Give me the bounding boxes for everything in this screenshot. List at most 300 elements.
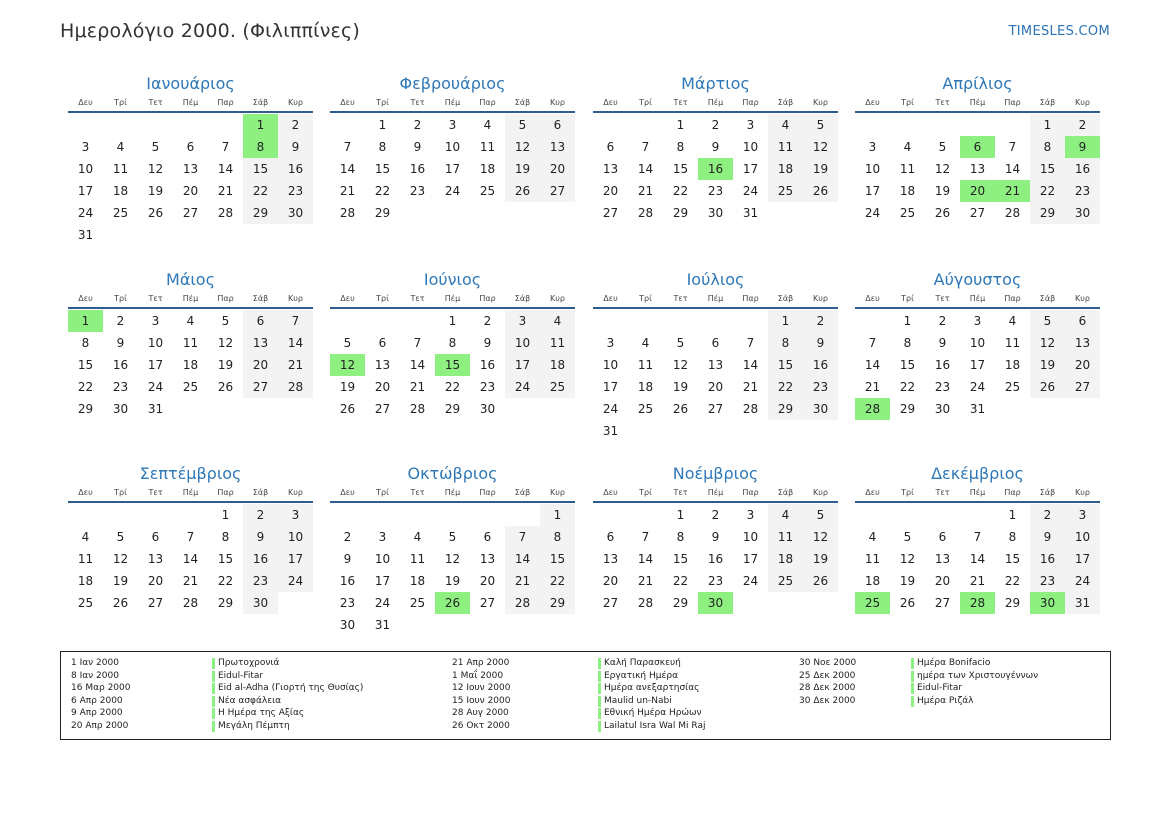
day-cell: 15	[1004, 552, 1021, 566]
weekday-label: Σάβ	[514, 488, 531, 497]
day-cell: 27	[540, 180, 575, 202]
empty-cell	[593, 504, 628, 526]
day-cell: 25	[1004, 380, 1021, 394]
day-cell: 12	[444, 552, 461, 566]
day-cell: 18	[864, 574, 881, 588]
day-cell: 27	[243, 376, 278, 398]
empty-cell	[663, 310, 698, 332]
day-cell: 26	[803, 570, 838, 592]
legend-dates-col-3	[799, 657, 856, 707]
day-cell: 26	[899, 596, 916, 610]
day-cell: 12	[217, 336, 234, 350]
legend-date: 28 Αυγ 2000	[452, 708, 509, 719]
day-cell: 12	[899, 552, 916, 566]
day-cell: 21	[637, 184, 654, 198]
legend-date: 28 Δεκ 2000	[799, 683, 856, 694]
day-cell: 30	[707, 206, 724, 220]
day-cell: 2	[711, 508, 720, 522]
day-cell: 16	[112, 358, 129, 372]
day-cell: 9	[938, 336, 947, 350]
day-cell: 18	[479, 162, 496, 176]
holiday-day-cell: 9	[1065, 136, 1100, 158]
day-cell: 4	[116, 140, 125, 154]
day-cell: 4	[81, 530, 90, 544]
day-cell: 3	[746, 508, 755, 522]
day-cell: 27	[374, 402, 391, 416]
day-cell: 31	[742, 206, 759, 220]
day-cell: 14	[637, 162, 654, 176]
weekday-header	[855, 96, 1100, 113]
day-cell: 29	[672, 206, 689, 220]
day-cell: 27	[602, 596, 619, 610]
day-cell: 18	[1004, 358, 1021, 372]
day-cell: 13	[934, 552, 951, 566]
holiday-legend	[60, 651, 1111, 740]
weekday-label: Κυρ	[288, 98, 303, 107]
day-cell: 14	[864, 358, 881, 372]
weekday-label: Τρί	[901, 98, 914, 107]
day-cell: 16	[707, 552, 724, 566]
day-cell: 14	[505, 548, 540, 570]
day-cell: 6	[243, 310, 278, 332]
day-cell: 22	[1004, 574, 1021, 588]
day-cell: 8	[448, 336, 457, 350]
day-cell: 22	[374, 184, 391, 198]
day-cell: 7	[641, 140, 650, 154]
day-cell: 4	[483, 118, 492, 132]
day-cell: 7	[973, 530, 982, 544]
empty-cell	[960, 504, 995, 526]
day-cell: 6	[606, 530, 615, 544]
weekday-label: Τρί	[639, 98, 652, 107]
day-cell: 5	[803, 504, 838, 526]
day-cell: 18	[768, 548, 803, 570]
day-cell: 21	[864, 380, 881, 394]
day-cell: 11	[112, 162, 129, 176]
day-cell: 5	[343, 336, 352, 350]
weekday-label: Παρ	[217, 98, 234, 107]
day-cell: 2	[243, 504, 278, 526]
day-cell: 5	[151, 140, 160, 154]
day-cell: 15	[768, 354, 803, 376]
weekday-label: Τετ	[410, 98, 425, 107]
day-cell: 16	[479, 358, 496, 372]
day-cell: 19	[147, 184, 164, 198]
day-cell: 9	[278, 136, 313, 158]
day-cell: 13	[479, 552, 496, 566]
empty-cell	[733, 310, 768, 332]
empty-cell	[960, 114, 995, 136]
legend-date: 1 Μαΐ 2000	[452, 670, 504, 681]
weekday-label: Τετ	[935, 488, 950, 497]
day-cell: 2	[413, 118, 422, 132]
day-cell: 23	[1030, 570, 1065, 592]
empty-cell	[593, 114, 628, 136]
legend-holiday-name: Καλή Παρασκευή	[598, 657, 705, 670]
weekday-label: Τετ	[410, 488, 425, 497]
legend-date: 16 Μαρ 2000	[71, 683, 131, 694]
empty-cell	[890, 504, 925, 526]
day-cell: 29	[1004, 596, 1021, 610]
month-block	[68, 463, 313, 614]
weekday-header	[855, 292, 1100, 309]
day-cell: 24	[864, 206, 881, 220]
weekday-label: Δευ	[78, 488, 93, 497]
day-cell: 31	[77, 228, 94, 242]
day-cell: 9	[343, 552, 352, 566]
day-cell: 10	[147, 336, 164, 350]
empty-cell	[628, 310, 663, 332]
empty-cell	[138, 504, 173, 526]
weekday-label: Παρ	[742, 294, 759, 303]
day-cell: 29	[768, 398, 803, 420]
day-cell: 2	[711, 118, 720, 132]
weekday-label: Πέμ	[969, 488, 986, 497]
day-cell: 22	[540, 570, 575, 592]
empty-cell	[593, 310, 628, 332]
weekday-label: Κυρ	[813, 488, 828, 497]
day-cell: 4	[1008, 314, 1017, 328]
empty-cell	[330, 504, 365, 526]
day-cell: 24	[77, 206, 94, 220]
day-cell: 5	[116, 530, 125, 544]
empty-cell	[470, 504, 505, 526]
legend-holiday-name: Eid al-Adha (Γιορτή της Θυσίας)	[212, 682, 363, 695]
weekday-label: Δευ	[340, 98, 355, 107]
day-cell: 22	[77, 380, 94, 394]
weekday-label: Σάβ	[777, 98, 794, 107]
day-cell: 23	[339, 596, 356, 610]
day-cell: 3	[81, 140, 90, 154]
legend-holiday-name: Πρωτοχρονιά	[212, 657, 363, 670]
day-cell: 26	[505, 180, 540, 202]
weekday-label: Δευ	[78, 98, 93, 107]
legend-holiday-name: Μεγάλη Πέμπτη	[212, 720, 363, 733]
day-cell: 20	[479, 574, 496, 588]
day-cell: 24	[602, 402, 619, 416]
day-cell: 9	[243, 526, 278, 548]
holiday-day-cell: 16	[698, 158, 733, 180]
day-cell: 4	[413, 530, 422, 544]
day-cell: 10	[77, 162, 94, 176]
day-cell: 27	[602, 206, 619, 220]
day-cell: 1	[221, 508, 230, 522]
day-cell: 24	[374, 596, 391, 610]
day-cell: 1	[1008, 508, 1017, 522]
empty-cell	[138, 114, 173, 136]
day-cell: 1	[1030, 114, 1065, 136]
day-cell: 26	[147, 206, 164, 220]
day-cell: 22	[1030, 180, 1065, 202]
weekday-label: Δευ	[603, 294, 618, 303]
day-cell: 1	[768, 310, 803, 332]
holiday-day-cell: 30	[698, 592, 733, 614]
day-cell: 26	[803, 180, 838, 202]
day-cell: 30	[339, 618, 356, 632]
weekday-label: Δευ	[340, 488, 355, 497]
month-block	[855, 269, 1100, 420]
holiday-day-cell: 20	[960, 180, 995, 202]
day-cell: 7	[278, 310, 313, 332]
weekday-label: Σάβ	[252, 294, 269, 303]
day-grid	[330, 504, 575, 636]
weekday-label: Παρ	[217, 294, 234, 303]
day-cell: 7	[413, 336, 422, 350]
day-cell: 14	[409, 358, 426, 372]
day-cell: 15	[672, 162, 689, 176]
day-cell: 18	[182, 358, 199, 372]
weekday-label: Τρί	[376, 488, 389, 497]
day-cell: 28	[217, 206, 234, 220]
legend-holiday-name: Ημέρα ανεξαρτησίας	[598, 682, 705, 695]
day-cell: 3	[378, 530, 387, 544]
day-cell: 28	[1004, 206, 1021, 220]
empty-cell	[68, 504, 103, 526]
day-cell: 19	[505, 158, 540, 180]
holiday-day-cell: 15	[435, 354, 470, 376]
day-cell: 25	[540, 376, 575, 398]
empty-cell	[628, 114, 663, 136]
day-cell: 7	[221, 140, 230, 154]
day-cell: 5	[1030, 310, 1065, 332]
day-cell: 3	[505, 310, 540, 332]
empty-cell	[330, 310, 365, 332]
day-cell: 13	[707, 358, 724, 372]
day-cell: 10	[742, 530, 759, 544]
weekday-header	[593, 96, 838, 113]
day-cell: 11	[768, 526, 803, 548]
day-cell: 28	[637, 206, 654, 220]
empty-cell	[103, 504, 138, 526]
day-cell: 10	[602, 358, 619, 372]
day-cell: 11	[1004, 336, 1021, 350]
day-cell: 20	[707, 380, 724, 394]
day-cell: 19	[672, 380, 689, 394]
day-cell: 22	[672, 184, 689, 198]
day-cell: 21	[409, 380, 426, 394]
day-cell: 18	[637, 380, 654, 394]
legend-date: 30 Δεκ 2000	[799, 695, 856, 706]
day-cell: 20	[602, 574, 619, 588]
day-cell: 23	[707, 184, 724, 198]
day-cell: 14	[278, 332, 313, 354]
empty-cell	[855, 114, 890, 136]
weekday-label: Πέμ	[182, 294, 199, 303]
weekday-label: Δευ	[603, 98, 618, 107]
day-cell: 5	[938, 140, 947, 154]
legend-date: 9 Απρ 2000	[71, 708, 123, 719]
day-cell: 20	[374, 380, 391, 394]
day-cell: 13	[602, 162, 619, 176]
day-cell: 2	[343, 530, 352, 544]
day-cell: 10	[969, 336, 986, 350]
holiday-day-cell: 28	[960, 592, 995, 614]
day-cell: 1	[676, 508, 685, 522]
day-cell: 29	[77, 402, 94, 416]
day-cell: 7	[343, 140, 352, 154]
day-cell: 7	[1008, 140, 1017, 154]
day-cell: 20	[1065, 354, 1100, 376]
day-cell: 8	[1008, 530, 1017, 544]
day-cell: 5	[803, 114, 838, 136]
day-cell: 29	[672, 596, 689, 610]
month-block	[855, 463, 1100, 614]
day-cell: 15	[899, 358, 916, 372]
day-cell: 18	[77, 574, 94, 588]
day-cell: 4	[540, 310, 575, 332]
page-title: Ημερολόγιο 2000. (Φιλιππίνες)	[60, 20, 360, 42]
day-grid	[855, 504, 1100, 614]
day-cell: 10	[444, 140, 461, 154]
day-cell: 2	[1065, 114, 1100, 136]
weekday-label: Κυρ	[288, 488, 303, 497]
day-cell: 11	[540, 332, 575, 354]
day-cell: 10	[278, 526, 313, 548]
weekday-label: Πέμ	[707, 488, 724, 497]
day-cell: 9	[1030, 526, 1065, 548]
weekday-label: Τρί	[901, 488, 914, 497]
day-cell: 29	[540, 592, 575, 614]
legend-dates-col-2	[452, 657, 510, 733]
weekday-label: Παρ	[742, 98, 759, 107]
day-cell: 8	[768, 332, 803, 354]
day-cell: 27	[1065, 376, 1100, 398]
day-cell: 27	[479, 596, 496, 610]
weekday-label: Τρί	[639, 294, 652, 303]
day-cell: 14	[1004, 162, 1021, 176]
day-cell: 27	[934, 596, 951, 610]
weekday-label: Παρ	[1004, 488, 1021, 497]
day-cell: 30	[479, 402, 496, 416]
weekday-header	[330, 292, 575, 309]
day-grid	[68, 504, 313, 614]
site-link[interactable]: TIMESLES.COM	[1008, 24, 1110, 39]
weekday-label: Πέμ	[444, 294, 461, 303]
month-name: Ιούνιος	[423, 270, 482, 289]
day-cell: 10	[864, 162, 881, 176]
day-cell: 8	[1030, 136, 1065, 158]
day-cell: 23	[278, 180, 313, 202]
day-cell: 24	[505, 376, 540, 398]
month-name: Απρίλιος	[942, 74, 1013, 93]
day-cell: 16	[1065, 158, 1100, 180]
empty-cell	[103, 114, 138, 136]
day-cell: 27	[707, 402, 724, 416]
day-cell: 17	[147, 358, 164, 372]
day-cell: 30	[1065, 202, 1100, 224]
day-cell: 13	[147, 552, 164, 566]
month-block	[68, 73, 313, 246]
day-cell: 23	[803, 376, 838, 398]
legend-holiday-name: Νέα ασφάλεια	[212, 695, 363, 708]
day-cell: 3	[1065, 504, 1100, 526]
day-cell: 24	[742, 574, 759, 588]
month-block	[330, 269, 575, 420]
day-grid	[330, 310, 575, 420]
day-cell: 16	[803, 354, 838, 376]
day-cell: 24	[969, 380, 986, 394]
day-cell: 11	[77, 552, 94, 566]
day-cell: 12	[934, 162, 951, 176]
month-name: Σεπτέμβριος	[139, 464, 242, 483]
weekday-label: Τετ	[148, 488, 163, 497]
day-cell: 3	[448, 118, 457, 132]
day-cell: 14	[217, 162, 234, 176]
day-cell: 12	[147, 162, 164, 176]
legend-date: 21 Απρ 2000	[452, 658, 510, 668]
day-cell: 19	[444, 574, 461, 588]
legend-date: 15 Ιουν 2000	[452, 695, 511, 706]
weekday-header	[593, 486, 838, 503]
empty-cell	[890, 114, 925, 136]
holiday-day-cell: 30	[1030, 592, 1065, 614]
day-cell: 1	[378, 118, 387, 132]
day-cell: 6	[711, 336, 720, 350]
day-cell: 17	[278, 548, 313, 570]
day-cell: 11	[182, 336, 199, 350]
weekday-label: Πέμ	[969, 294, 986, 303]
day-cell: 5	[676, 336, 685, 350]
day-cell: 1	[676, 118, 685, 132]
day-cell: 23	[479, 380, 496, 394]
day-cell: 11	[409, 552, 426, 566]
day-cell: 13	[243, 332, 278, 354]
day-cell: 11	[637, 358, 654, 372]
weekday-label: Παρ	[217, 488, 234, 497]
holiday-day-cell: 6	[960, 136, 995, 158]
day-cell: 23	[243, 570, 278, 592]
month-block	[593, 269, 838, 442]
holiday-day-cell: 26	[435, 592, 470, 614]
day-cell: 11	[864, 552, 881, 566]
day-cell: 25	[479, 184, 496, 198]
weekday-label: Τετ	[935, 294, 950, 303]
day-cell: 21	[505, 570, 540, 592]
month-name: Ιανουάριος	[146, 74, 235, 93]
legend-holiday-name: Eidul-Fitar	[212, 670, 363, 683]
weekday-header	[68, 292, 313, 309]
weekday-header	[330, 96, 575, 113]
empty-cell	[925, 504, 960, 526]
day-cell: 10	[1065, 526, 1100, 548]
day-cell: 21	[182, 574, 199, 588]
day-cell: 18	[409, 574, 426, 588]
day-cell: 8	[903, 336, 912, 350]
weekday-label: Κυρ	[1075, 98, 1090, 107]
weekday-label: Δευ	[603, 488, 618, 497]
day-cell: 17	[602, 380, 619, 394]
day-cell: 8	[378, 140, 387, 154]
day-cell: 25	[637, 402, 654, 416]
day-cell: 17	[969, 358, 986, 372]
month-block	[593, 463, 838, 614]
weekday-label: Παρ	[1004, 294, 1021, 303]
day-cell: 21	[637, 574, 654, 588]
day-cell: 24	[278, 570, 313, 592]
day-cell: 12	[112, 552, 129, 566]
day-cell: 14	[969, 552, 986, 566]
day-cell: 5	[505, 114, 540, 136]
day-cell: 19	[934, 184, 951, 198]
day-cell: 21	[339, 184, 356, 198]
day-cell: 28	[505, 592, 540, 614]
legend-date: 1 Ιαν 2000	[71, 658, 119, 668]
weekday-label: Δευ	[865, 488, 880, 497]
weekday-label: Κυρ	[1075, 294, 1090, 303]
day-cell: 22	[899, 380, 916, 394]
day-cell: 23	[409, 184, 426, 198]
month-block	[855, 73, 1100, 224]
